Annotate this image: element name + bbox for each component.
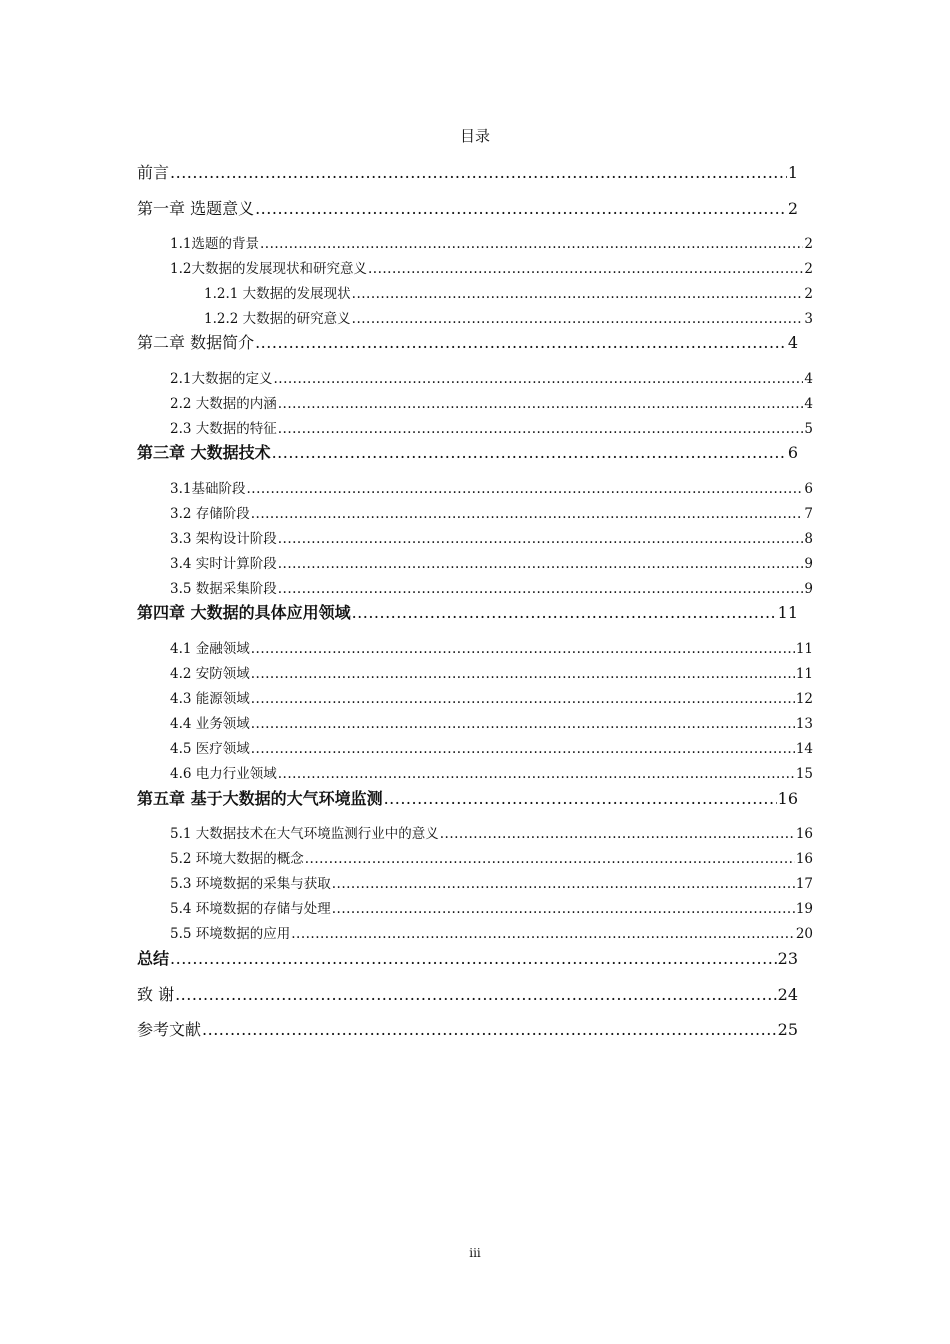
toc-entry-label: 4.6 电力行业领域 — [170, 766, 277, 782]
toc-entry-page: 15 — [795, 766, 813, 782]
toc-entry-label: 5.5 环境数据的应用 — [170, 926, 291, 942]
toc-entry[interactable] — [204, 282, 813, 301]
toc-entry-label: 致 谢 — [137, 985, 175, 1004]
toc-title: 目录 — [459, 127, 490, 145]
dot-leader — [332, 876, 795, 892]
toc-entry-label: 1.2.2 大数据的研究意义 — [204, 311, 351, 327]
toc-entry-label: 第四章 大数据的具体应用领域 — [137, 603, 351, 622]
dot-leader — [251, 666, 795, 682]
toc-entry[interactable] — [137, 600, 798, 622]
dot-leader — [251, 741, 795, 757]
toc-entry[interactable] — [170, 392, 813, 411]
toc-entry-page: 11 — [795, 666, 813, 682]
toc-entry-label: 4.3 能源领域 — [170, 691, 250, 707]
toc-entry[interactable] — [170, 637, 813, 656]
toc-entry[interactable] — [170, 737, 813, 756]
toc-entry-page: 8 — [804, 531, 813, 547]
toc-entry-page: 25 — [777, 1020, 798, 1039]
toc-entry[interactable] — [170, 257, 813, 276]
dot-leader — [251, 506, 804, 522]
dot-leader — [440, 826, 795, 842]
toc-entry-page: 2 — [804, 261, 813, 277]
dot-leader — [255, 333, 787, 352]
toc-entry-label: 总结 — [137, 949, 170, 968]
toc-entry[interactable] — [170, 847, 813, 866]
toc-entry-page: 2 — [804, 286, 813, 302]
toc-entry-label: 5.3 环境数据的采集与获取 — [170, 876, 331, 892]
toc-entry[interactable] — [170, 417, 813, 436]
toc-entry-page: 7 — [804, 506, 813, 522]
toc-entry[interactable] — [137, 196, 798, 218]
toc-entry-page: 13 — [795, 716, 813, 732]
toc-entry[interactable] — [137, 1017, 798, 1039]
dot-leader — [278, 766, 795, 782]
dot-leader — [305, 851, 795, 867]
toc-entry-page: 9 — [804, 556, 813, 572]
dot-leader — [278, 531, 804, 547]
dot-leader — [273, 371, 803, 387]
page-number-footer: iii — [469, 1246, 481, 1260]
toc-entry-page: 3 — [804, 311, 813, 327]
dot-leader — [246, 481, 803, 497]
toc-entry[interactable] — [137, 786, 798, 808]
dot-leader — [272, 443, 787, 462]
toc-entry[interactable] — [170, 662, 813, 681]
toc-entry-label: 前言 — [137, 163, 170, 182]
toc-entry-label: 5.1 大数据技术在大气环境监测行业中的意义 — [170, 826, 439, 842]
toc-entry[interactable] — [170, 897, 813, 916]
dot-leader — [175, 985, 777, 1004]
toc-entry-label: 4.1 金融领域 — [170, 641, 250, 657]
toc-entry[interactable] — [170, 822, 813, 841]
toc-entry-label: 第三章 大数据技术 — [137, 443, 271, 462]
dot-leader — [332, 901, 795, 917]
toc-entry-page: 4 — [804, 396, 813, 412]
toc-entry[interactable] — [137, 330, 798, 352]
toc-entry-label: 第五章 基于大数据的大气环境监测 — [137, 789, 383, 808]
toc-entry-page: 6 — [787, 443, 798, 462]
toc-entry-page: 17 — [795, 876, 813, 892]
toc-entry-label: 2.2 大数据的内涵 — [170, 396, 277, 412]
dot-leader — [352, 603, 777, 622]
toc-entry[interactable] — [170, 577, 813, 596]
toc-entry-label: 1.2大数据的发展现状和研究意义 — [170, 261, 367, 277]
toc-entry-page: 2 — [804, 236, 813, 252]
toc-entry-page: 1 — [787, 163, 798, 182]
toc-entry-label: 5.2 环境大数据的概念 — [170, 851, 304, 867]
dot-leader — [255, 199, 787, 218]
toc-entry[interactable] — [137, 160, 798, 182]
toc-entry-page: 11 — [777, 603, 798, 622]
dot-leader — [278, 421, 804, 437]
toc-entry[interactable] — [170, 687, 813, 706]
dot-leader — [278, 581, 804, 597]
toc-entry-page: 12 — [795, 691, 813, 707]
toc-entry-label: 3.1基础阶段 — [170, 481, 246, 497]
toc-entry-page: 5 — [804, 421, 813, 437]
toc-entry-label: 3.5 数据采集阶段 — [170, 581, 277, 597]
toc-entry-page: 6 — [804, 481, 813, 497]
toc-entry-label: 2.1大数据的定义 — [170, 371, 273, 387]
dot-leader — [352, 311, 804, 327]
toc-entry[interactable] — [137, 440, 798, 462]
toc-entry-label: 第二章 数据简介 — [137, 333, 255, 352]
dot-leader — [251, 691, 795, 707]
toc-entry-page: 4 — [804, 371, 813, 387]
toc-entry-page: 11 — [795, 641, 813, 657]
toc-entry-label: 4.5 医疗领域 — [170, 741, 250, 757]
toc-entry-page: 9 — [804, 581, 813, 597]
toc-entry-label: 参考文献 — [137, 1020, 202, 1039]
dot-leader — [170, 949, 777, 968]
toc-entry-page: 24 — [777, 985, 798, 1004]
toc-entry[interactable] — [170, 552, 813, 571]
toc-entry[interactable] — [170, 762, 813, 781]
toc-entry[interactable] — [170, 502, 813, 521]
toc-entry[interactable] — [170, 922, 813, 941]
toc-entry-page: 16 — [777, 789, 798, 808]
toc-entry-label: 1.1选题的背景 — [170, 236, 259, 252]
toc-entry[interactable] — [170, 527, 813, 546]
toc-entry-label: 5.4 环境数据的存储与处理 — [170, 901, 331, 917]
toc-entry-page: 20 — [795, 926, 813, 942]
toc-entry-label: 3.2 存储阶段 — [170, 506, 250, 522]
toc-entry[interactable] — [170, 232, 813, 251]
toc-entry-label: 3.3 架构设计阶段 — [170, 531, 277, 547]
toc-entry[interactable] — [204, 307, 813, 326]
toc-entry-label: 1.2.1 大数据的发展现状 — [204, 286, 351, 302]
dot-leader — [368, 261, 803, 277]
dot-leader — [278, 396, 804, 412]
toc-entry[interactable] — [170, 367, 813, 386]
toc-entry-page: 23 — [777, 949, 798, 968]
toc-entry-label: 第一章 选题意义 — [137, 199, 255, 218]
toc-entry-page: 4 — [787, 333, 798, 352]
toc-entry-page: 16 — [795, 851, 813, 867]
toc-entry-page: 14 — [795, 741, 813, 757]
toc-entry[interactable] — [137, 982, 798, 1004]
toc-entry[interactable] — [170, 477, 813, 496]
dot-leader — [170, 163, 787, 182]
toc-entry-label: 4.2 安防领域 — [170, 666, 250, 682]
dot-leader — [251, 716, 795, 732]
dot-leader — [352, 286, 804, 302]
toc-entry-label: 2.3 大数据的特征 — [170, 421, 277, 437]
toc-entry[interactable] — [137, 946, 798, 968]
dot-leader — [251, 641, 795, 657]
toc-entry[interactable] — [170, 872, 813, 891]
dot-leader — [384, 789, 777, 808]
toc-entry-label: 4.4 业务领域 — [170, 716, 250, 732]
dot-leader — [291, 926, 795, 942]
toc-entry-label: 3.4 实时计算阶段 — [170, 556, 277, 572]
toc-entry-page: 16 — [795, 826, 813, 842]
dot-leader — [202, 1020, 777, 1039]
toc-entry-page: 19 — [795, 901, 813, 917]
toc-entry-page: 2 — [787, 199, 798, 218]
dot-leader — [260, 236, 803, 252]
toc-entry[interactable] — [170, 712, 813, 731]
dot-leader — [278, 556, 804, 572]
